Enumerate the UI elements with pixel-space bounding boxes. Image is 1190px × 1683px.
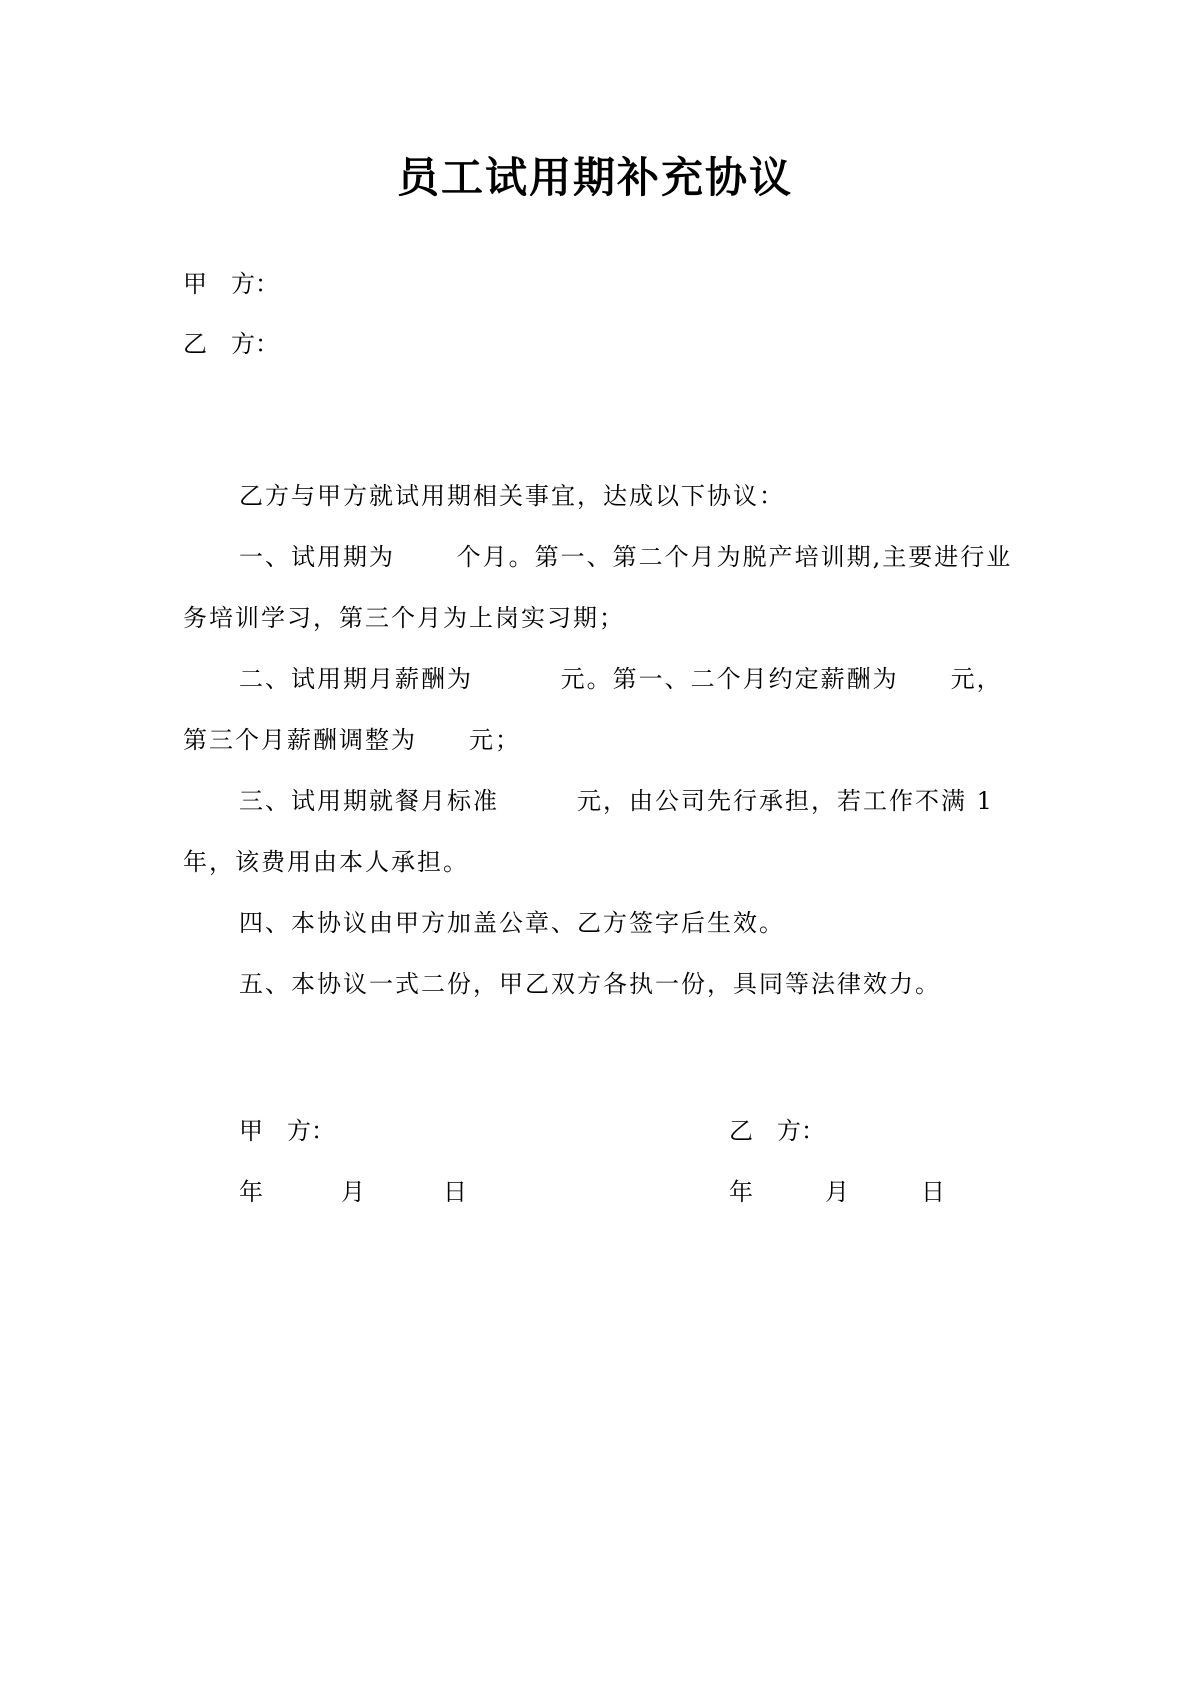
clause-1: 一、试用期为 个月。第一、第二个月为脱产培训期,主要进行业务培训学习，第三个月为上岗实习期；	[183, 543, 1013, 632]
signature-date-b: 年 月 日	[729, 1178, 953, 1206]
clause-2: 二、试用期月薪酬为 元。第一、二个月约定薪酬为 元，第三个月薪酬调整为 元；	[183, 665, 1003, 754]
signature-party-a: 甲 方：	[239, 1117, 335, 1145]
signature-party-b: 乙 方：	[729, 1117, 825, 1145]
party-a-header: 甲 方：	[183, 270, 279, 298]
document-title: 员工试用期补充协议	[396, 153, 793, 202]
intro-paragraph: 乙方与甲方就试用期相关事宜，达成以下协议：	[239, 482, 785, 510]
signature-date-a: 年 月 日	[239, 1178, 477, 1206]
clause-5: 五、本协议一式二份，甲乙双方各执一份，具同等法律效力。	[239, 970, 941, 998]
clause-4: 四、本协议由甲方加盖公章、乙方签字后生效。	[239, 909, 785, 937]
clause-3: 三、试用期就餐月标准 元，由公司先行承担，若工作不满 1 年，该费用由本人承担。	[183, 787, 1004, 876]
party-b-header: 乙 方：	[183, 330, 279, 358]
agreement-body	[183, 466, 1013, 1015]
